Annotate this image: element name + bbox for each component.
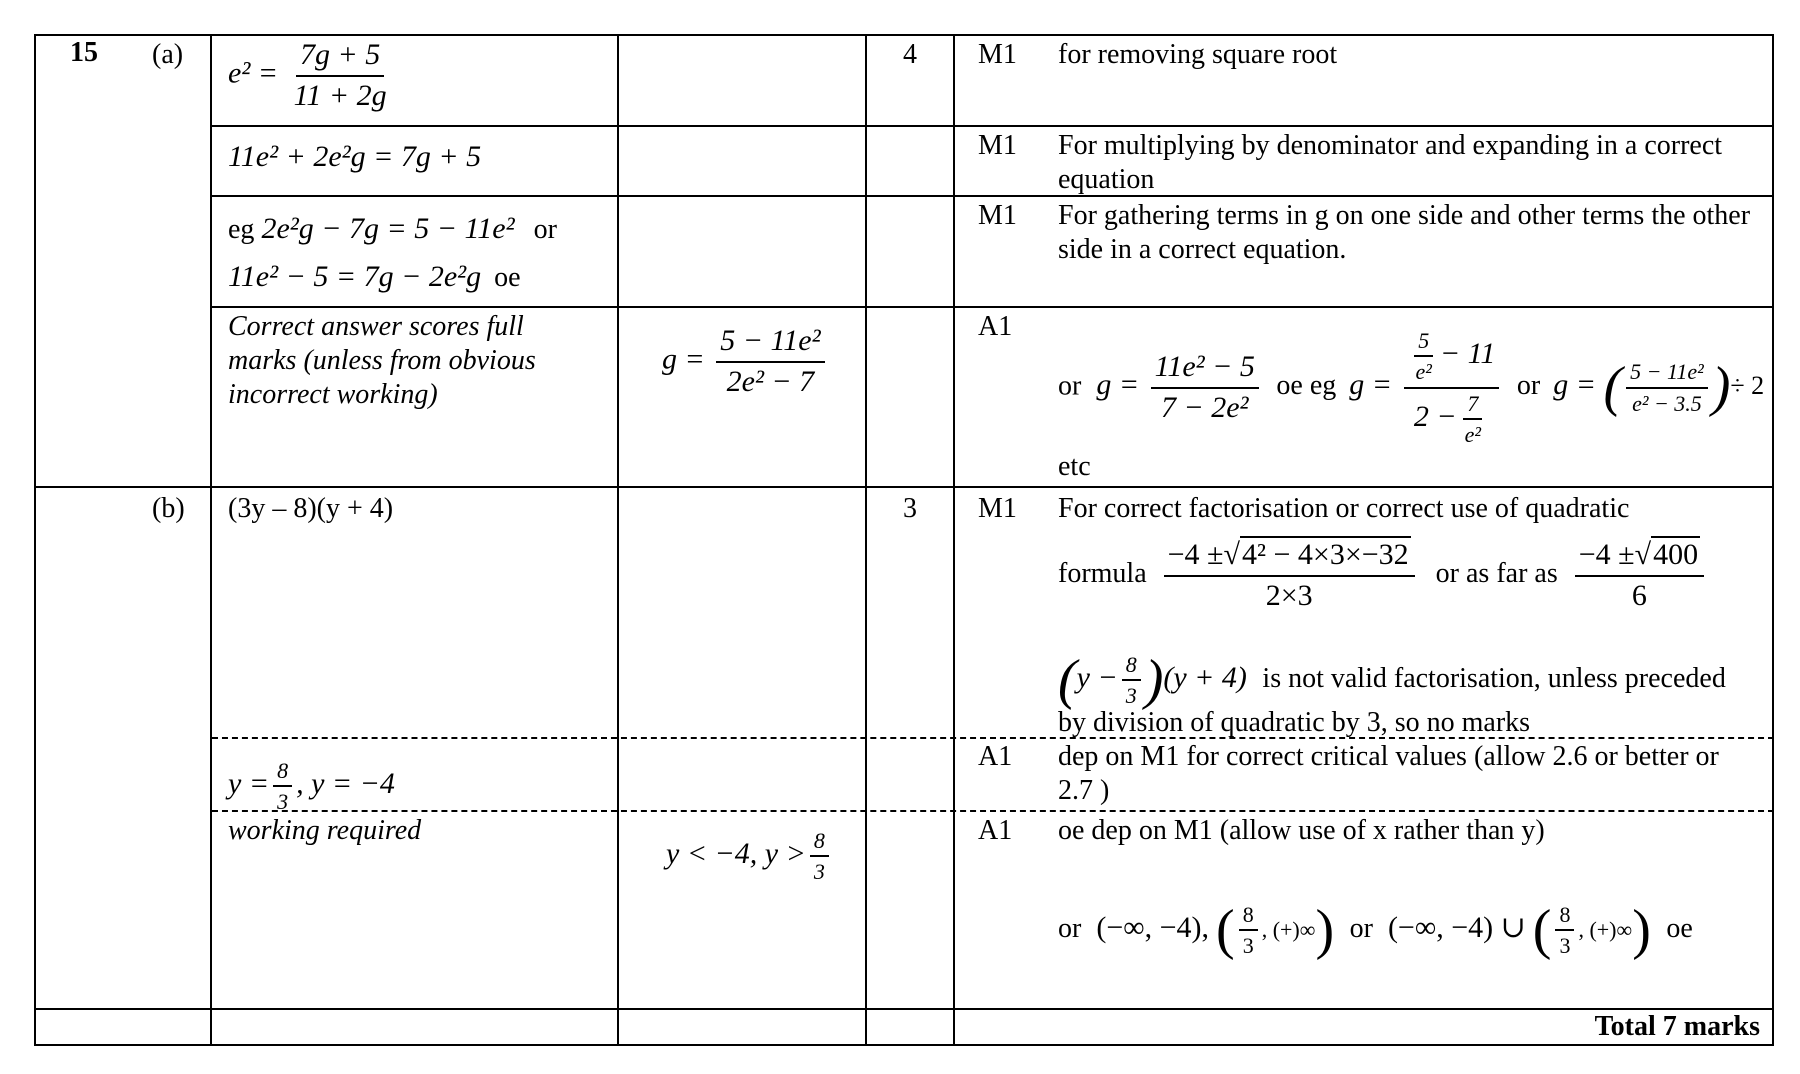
column-divider — [953, 34, 955, 1046]
fraction-denominator: 3 — [1242, 933, 1254, 959]
fraction — [290, 38, 391, 113]
mark-code-a2: M1 — [978, 130, 1017, 161]
guidance-b3-intervals — [1058, 899, 1693, 962]
fraction — [1555, 902, 1574, 959]
mark-scheme-table — [34, 34, 1774, 1046]
open-paren: ( — [1603, 356, 1623, 419]
mark-code-b3: A1 — [978, 815, 1013, 846]
fraction-denominator: 11 + 2g — [293, 78, 387, 112]
working-b2 — [228, 758, 395, 815]
row-divider — [212, 125, 1774, 127]
fraction-numerator — [1404, 328, 1500, 389]
fraction-numerator: 5 − 11e² — [716, 324, 824, 363]
answer-b — [666, 828, 833, 885]
row-divider — [34, 486, 1774, 488]
working-lhs: e² = — [228, 56, 279, 90]
marks-part-b: 3 — [903, 493, 917, 524]
fraction-denominator: 2×3 — [1265, 578, 1313, 612]
as-far-as: or as far as — [1435, 557, 1558, 589]
fraction-denominator: 3 — [1559, 933, 1571, 959]
mark-code-a4: A1 — [978, 311, 1013, 342]
table-border-right — [1772, 34, 1774, 1046]
working-or: or — [533, 214, 557, 245]
alt-lhs: g = — [1096, 368, 1140, 402]
numerator-pre: −4 ± — [1578, 538, 1635, 571]
guidance-b1-formula — [1058, 538, 1708, 613]
fraction-numerator: 8 — [810, 828, 829, 857]
part-label-a: (a) — [152, 39, 184, 70]
interval-a: (−∞, −4), — [1096, 911, 1210, 945]
column-divider — [617, 34, 619, 1046]
fraction-numerator: −4 ±√4² − 4×3×−32 — [1164, 538, 1415, 577]
working-a3-line1 — [228, 212, 557, 247]
mark-code-b2: A1 — [978, 741, 1013, 772]
close-paren: ) — [1315, 899, 1335, 962]
fraction-denominator — [1410, 389, 1493, 448]
row-divider-dashed — [212, 810, 1774, 812]
quadratic-formula — [1164, 538, 1415, 613]
working-a3-line2 — [228, 260, 521, 295]
fraction-numerator: 8 — [1122, 652, 1141, 681]
fraction-denominator: 7 − 2e² — [1160, 390, 1249, 424]
alt-1 — [1096, 350, 1270, 424]
fraction — [1151, 350, 1259, 425]
alt-or: or — [1516, 370, 1541, 402]
total-marks: Total 7 marks — [1594, 1011, 1760, 1042]
working-b3: working required — [228, 815, 422, 846]
factor-pre: y − — [1076, 661, 1118, 695]
fraction-numerator: −4 ±√400 — [1575, 538, 1704, 577]
radicand: 400 — [1653, 538, 1699, 571]
fraction-numerator: 5 − 11e² — [1626, 359, 1708, 388]
column-divider — [210, 34, 212, 1046]
mark-code-b1: M1 — [978, 493, 1017, 524]
numerator-rest: − 11 — [1439, 337, 1496, 371]
working-b1: (3y – 8)(y + 4) — [228, 493, 394, 524]
interval-infinity: , (+)∞ — [1261, 917, 1316, 943]
interval-infinity: , (+)∞ — [1578, 917, 1633, 943]
interval-union: (−∞, −4) ∪ — [1387, 911, 1526, 945]
working-equation: 11e² − 5 = 7g − 2e²g — [228, 260, 482, 293]
close-paren: ) — [1632, 899, 1651, 962]
working-equation: 2e²g − 7g = 5 − 11e² — [261, 212, 515, 245]
fraction — [1412, 328, 1436, 385]
working-a1 — [228, 38, 395, 113]
table-border-left — [34, 34, 36, 1046]
fraction-numerator: 11e² − 5 — [1151, 350, 1259, 389]
numerator-pre: −4 ± — [1167, 538, 1224, 571]
fraction — [273, 758, 292, 815]
fraction — [810, 828, 829, 885]
alt-3 — [1553, 356, 1765, 419]
mark-code-a3: M1 — [978, 200, 1017, 231]
alt-or: or — [1058, 370, 1082, 402]
working-post: , y = −4 — [296, 767, 395, 801]
fraction-denominator: 2e² − 7 — [726, 364, 815, 398]
compound-fraction — [1404, 328, 1500, 447]
alt-2 — [1349, 328, 1511, 447]
guidance-a1: for removing square root — [1058, 39, 1338, 70]
fraction-numerator: 8 — [1239, 902, 1258, 931]
alt-oe: oe eg — [1276, 370, 1337, 402]
guidance-b1-line1: For correct factorisation or correct use of quadratic — [1058, 493, 1630, 524]
guidance-b2: dep on M1 for correct critical values (allow 2.6 or better or 2.7 ) — [1058, 741, 1719, 806]
guidance-b1-last: by division of quadratic by 3, so no marks — [1058, 707, 1531, 738]
open-paren: ( — [1532, 899, 1552, 962]
marks-part-a: 4 — [903, 39, 917, 70]
table-border-bottom — [34, 1044, 1774, 1046]
fraction-denominator: e² — [1464, 421, 1482, 447]
invalid-factorisation — [1058, 649, 1254, 712]
fraction — [716, 324, 824, 399]
fraction-numerator: 7g + 5 — [296, 38, 384, 77]
guidance-a2: For multiplying by denominator and expanding in a correct equation — [1058, 130, 1723, 195]
fraction — [1239, 902, 1258, 959]
guidance-b1-factorisation — [1058, 649, 1726, 712]
alt-tail: ÷ 2 — [1730, 371, 1765, 401]
fraction — [1461, 391, 1485, 448]
formula-word: formula — [1058, 557, 1147, 589]
interval-c — [1532, 899, 1659, 962]
working-pre: y = — [228, 767, 270, 801]
alt-lhs: g = — [1349, 368, 1393, 402]
row-divider-dashed — [212, 737, 1774, 739]
fraction — [1122, 652, 1141, 709]
table-border-top — [34, 34, 1774, 36]
row-divider — [34, 1008, 1774, 1010]
guidance-b3: oe dep on M1 (allow use of x rather than y) — [1058, 815, 1545, 846]
answer-a — [662, 324, 829, 399]
fraction-numerator: 5 — [1414, 328, 1433, 357]
alt-or: or — [1349, 913, 1373, 945]
alt-lhs: g = — [1553, 368, 1596, 402]
fraction-numerator: 8 — [1555, 902, 1574, 931]
open-paren: ( — [1216, 899, 1235, 962]
working-a4: Correct answer scores full marks (unless from obvious incorrect working) — [228, 311, 536, 410]
fraction-numerator: 7 — [1463, 391, 1482, 420]
fraction-denominator: 3 — [277, 789, 289, 815]
fraction-denominator: 6 — [1631, 578, 1647, 612]
mark-code-a1: M1 — [978, 39, 1017, 70]
reduced-formula — [1575, 538, 1704, 613]
fraction — [1626, 359, 1708, 416]
radicand: 4² − 4×3×−32 — [1242, 538, 1409, 571]
alt-or: or — [1058, 913, 1082, 945]
interval-b — [1216, 899, 1342, 962]
fraction-denominator: e² — [1415, 359, 1432, 385]
fraction-denominator: e² − 3.5 — [1632, 390, 1702, 416]
working-oe: oe — [494, 262, 521, 293]
denominator-pre: 2 − — [1413, 399, 1457, 433]
answer-lhs: g = — [662, 342, 705, 376]
row-divider — [212, 306, 1774, 308]
guidance-etc: etc — [1058, 451, 1091, 482]
working-prefix: eg — [228, 214, 255, 245]
column-divider — [865, 34, 867, 1046]
alt-oe: oe — [1666, 913, 1693, 945]
working-a2: 11e² + 2e²g = 7g + 5 — [228, 140, 482, 173]
close-paren: ) — [1711, 356, 1731, 419]
close-paren: ) — [1144, 649, 1164, 712]
fraction-denominator: 3 — [813, 859, 825, 885]
guidance-a4-alternatives — [1058, 328, 1764, 447]
part-label-b: (b) — [152, 493, 185, 524]
fraction-denominator: 3 — [1125, 683, 1137, 709]
open-paren: ( — [1058, 649, 1077, 712]
factor-post: (y + 4) — [1163, 661, 1247, 695]
factorisation-note: is not valid factorisation, unless preceded — [1262, 663, 1726, 695]
guidance-a3: For gathering terms in g on one side and other terms the other side in a correct equation. — [1058, 200, 1751, 265]
answer-pre: y < −4, y > — [666, 837, 806, 871]
fraction-numerator: 8 — [273, 758, 292, 787]
question-number: 15 — [70, 37, 98, 68]
